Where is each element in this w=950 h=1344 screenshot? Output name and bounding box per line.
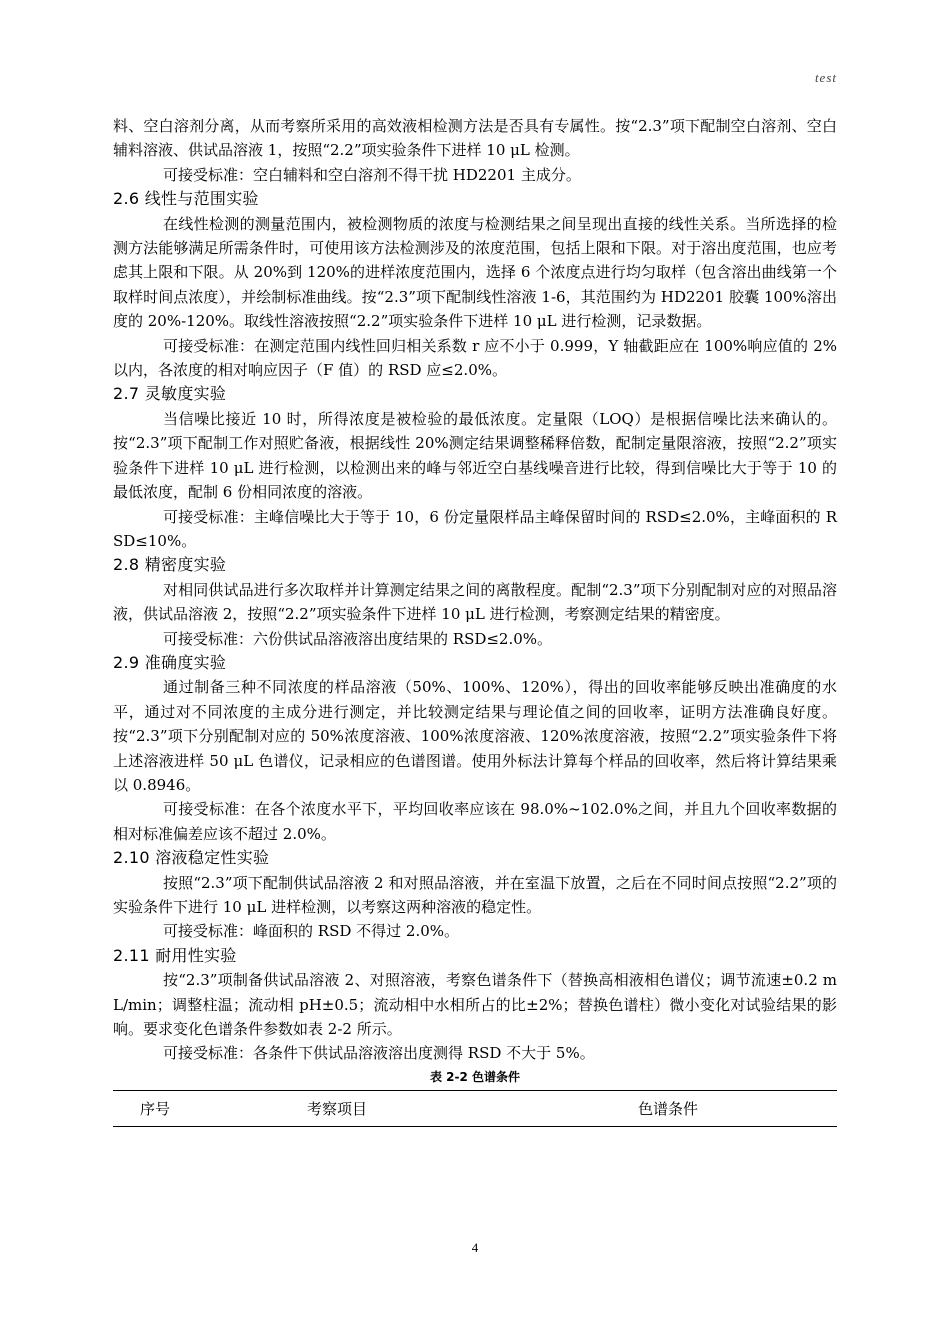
section-heading: 2.7 灵敏度实验	[113, 384, 227, 404]
column-header-item: 考察项目	[307, 1099, 368, 1118]
paragraph: 当信噪比接近 10 时，所得浓度是被检验的最低浓度。定量限（LOQ）是根据信噪比法来确认的。按“2.3”项下配制工作对照贮备液，根据线性 20%测定结果调整稀释倍数，配制定量限溶液，按照“2.2”项实验条件下进样 10 μL 进行检测，以检测出来的峰与邻近空白基线噪音进行比较，得到信噪比大于等于 10 的最低浓度，配制 6 份相同浓度的溶液。	[113, 409, 837, 502]
document-body	[113, 114, 837, 1127]
section-heading: 2.9 准确度实验	[113, 652, 227, 672]
paragraph: 可接受标准：在测定范围内线性回归相关系数 r 应不小于 0.999，Y 轴截距应在 100%响应值的 2%以内，各浓度的相对响应因子（F 值）的 RSD 应≤2.0%。	[113, 336, 837, 380]
section-heading: 2.6 线性与范围实验	[113, 189, 259, 209]
page-number: 4	[471, 1240, 479, 1255]
chromatography-conditions-table	[113, 1090, 837, 1127]
paragraph: 可接受标准：在各个浓度水平下，平均回收率应该在 98.0%~102.0%之间，并且九个回收率数据的相对标准偏差应该不超过 2.0%。	[113, 800, 837, 843]
paragraph: 按照“2.3”项下配制供试品溶液 2 和对照品溶液，并在室温下放置，之后在不同时间点按照“2.2”项的实验条件下进行 10 μL 进样检测，以考察这两种溶液的稳定性。	[113, 873, 837, 916]
section-heading: 2.10 溶液稳定性实验	[113, 848, 270, 868]
paragraph: 可接受标准：峰面积的 RSD 不得过 2.0%。	[163, 922, 460, 941]
paragraph: 可接受标准：六份供试品溶液溶出度结果的 RSD≤2.0%。	[163, 629, 553, 648]
paragraph: 可接受标准：空白辅料和空白溶剂不得干扰 HD2201 主成分。	[163, 165, 581, 184]
paragraph: 通过制备三种不同浓度的样品溶液（50%、100%、120%），得出的回收率能够反映出准确度的水平，通过对不同浓度的主成分进行测定，并比较测定结果与理论值之间的回收率，证明方法准确良好度。按“2.3”项下分别配制对应的 50%浓度溶液、100%浓度溶液、120%浓度溶液，按照“2.2”项实验条件下将上述溶液进样 50 μL 色谱仪，记录相应的色谱图谱。使用外标法计算每个样品的回收率，然后将计算结果乘以 0.8946。	[113, 678, 837, 794]
table-header-row	[113, 1090, 837, 1126]
running-header: test	[814, 70, 837, 85]
column-header-conditions: 色谱条件	[638, 1099, 699, 1118]
section-heading: 2.8 精密度实验	[113, 555, 227, 575]
section-heading: 2.11 耐用性实验	[113, 945, 237, 965]
paragraph: 可接受标准：主峰信噪比大于等于 10，6 份定量限样品主峰保留时间的 RSD≤2.0%，主峰面积的 RSD≤10%。	[113, 507, 837, 550]
paragraph: 料、空白溶剂分离，从而考察所采用的高效液相检测方法是否具有专属性。按“2.3”项下配制空白溶剂、空白辅料溶液、供试品溶液 1，按照“2.2”项实验条件下进样 10 μL 检测。	[113, 117, 837, 160]
paragraph: 在线性检测的测量范围内，被检测物质的浓度与检测结果之间呈现出直接的线性关系。当所选择的检测方法能够满足所需条件时，可使用该方法检测涉及的浓度范围，包括上限和下限。对于溶出度范围，也应考虑其上限和下限。从 20%到 120%的进样浓度范围内，选择 6 个浓度点进行均匀取样（包含溶出曲线第一个取样时间点浓度），并绘制标准曲线。按“2.3”项下配制线性溶液 1-6，其范围约为 HD2201 胶囊 100%溶出度的 20%-120%。取线性溶液按照“2.2”项实验条件下进样 10 μL 进行检测，记录数据。	[113, 214, 837, 331]
paragraph: 可接受标准：各条件下供试品溶液溶出度测得 RSD 不大于 5%。	[163, 1044, 595, 1063]
paragraph: 按“2.3”项制备供试品溶液 2、对照溶液，考察色谱条件下（替换高相液相色谱仪；调节流速±0.2 mL/min；调整柱温；流动相 pH±0.5；流动相中水相所占的比±2%；替换色谱柱）微小变化对试验结果的影响。要求变化色谱条件参数如表 2-2 所示。	[113, 971, 837, 1039]
paragraph: 对相同供试品进行多次取样并计算测定结果之间的离散程度。配制“2.3”项下分别配制对应的对照品溶液，供试品溶液 2，按照“2.2”项实验条件下进样 10 μL 进行检测，考察测定结果的精密度。	[113, 580, 837, 624]
table-caption: 表 2-2 色谱条件	[429, 1069, 521, 1084]
column-header-index: 序号	[140, 1099, 171, 1118]
